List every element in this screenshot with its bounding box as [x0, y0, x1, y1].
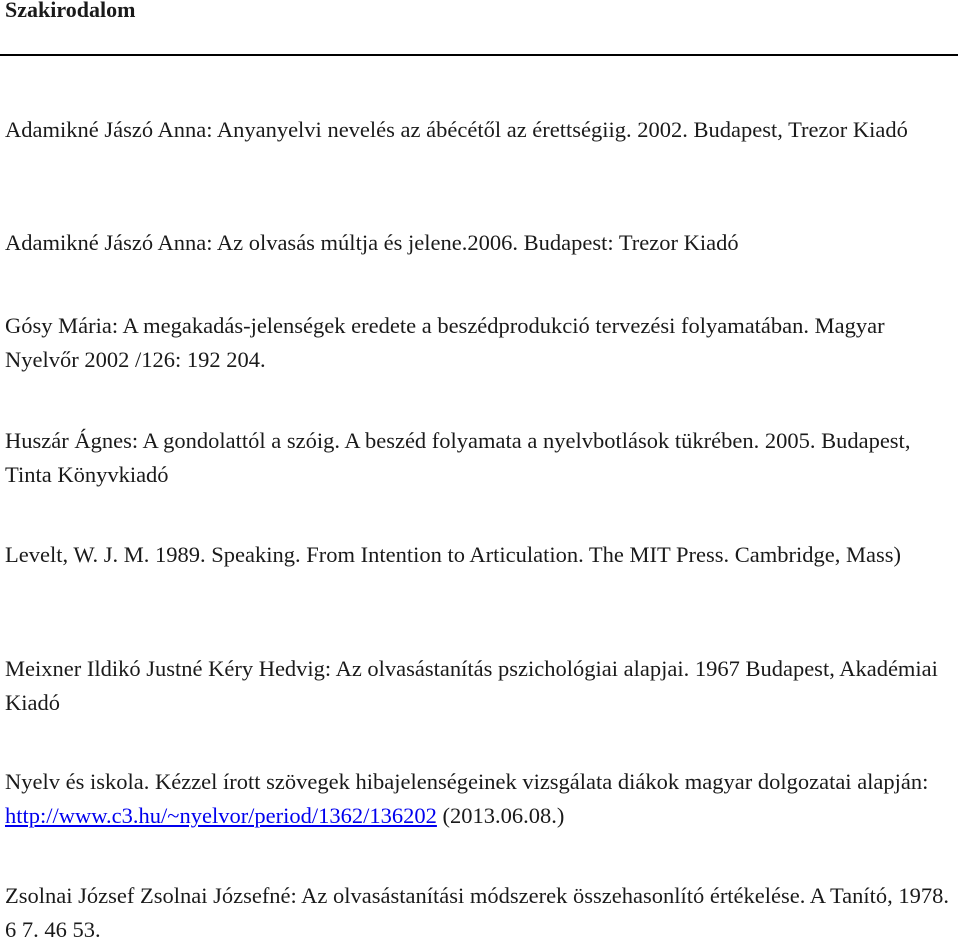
reference-entry: Adamikné Jászó Anna: Anyanyelvi nevelés az ábécétől az érettségiig. 2002. Budapest, Trezor Kiadó	[5, 117, 908, 142]
reference-entry: Zsolnai József Zsolnai Józsefné: Az olvasástanítási módszerek összehasonlító értékelése. A Tanító, 1978. 6 7. 46 53.	[5, 883, 950, 942]
heading-divider	[0, 54, 958, 56]
reference-entry: Levelt, W. J. M. 1989. Speaking. From Intention to Articulation. The MIT Press. Cambridge, Mass)	[5, 542, 901, 567]
reference-entry: Gósy Mária: A megakadás-jelenségek eredete a beszédprodukció tervezési folyamatában. Magyar Nyelvőr 2002 /126: 192 204.	[5, 313, 885, 372]
reference-access-date: (2013.06.08.)	[436, 803, 565, 828]
reference-entry	[5, 765, 955, 833]
reference-link[interactable]: http://www.c3.hu/~nyelvor/period/1362/136202	[5, 803, 437, 828]
reference-text: Nyelv és iskola. Kézzel írott szövegek hibajelenségeinek vizsgálata diákok magyar dolgozatai alapján:	[5, 769, 929, 794]
reference-entry: Huszár Ágnes: A gondolattól a szóig. A beszéd folyamata a nyelvbotlások tükrében. 2005. Budapest, Tinta Könyvkiadó	[5, 428, 911, 487]
reference-entry: Meixner Ildikó Justné Kéry Hedvig: Az olvasástanítás pszichológiai alapjai. 1967 Budapest, Akadémiai Kiadó	[5, 656, 938, 715]
reference-entry: Adamikné Jászó Anna: Az olvasás múltja és jelene.2006. Budapest: Trezor Kiadó	[5, 230, 739, 255]
page-title: Szakirodalom	[5, 0, 136, 22]
